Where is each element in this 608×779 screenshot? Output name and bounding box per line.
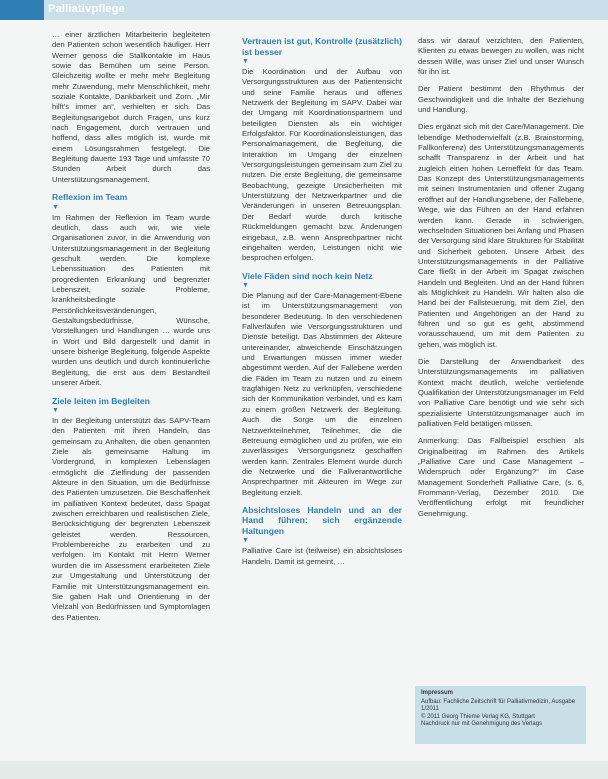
section-heading: Absichtsloses Handeln und an der Hand führen: sich ergänzende Haltungen [242,504,402,536]
paragraph: … einer ärztlichen Mitarbeiterin begleiteten den Patienten schon wesentlich häufiger. Herr Werner genoss die Stallkontakte im Haus sowie das Bemühen um seine Person. Gleichzeitig wollte er mehr mehr Begleitung mehr Zuwendung, mehr Menschlichkeit, mehr soziale Kontakte, Dankbarkeit und Zorn. „Mir hilft's immer an“, verhielten er sich. Das Begleitungsangebot durch Fragen, uns kurz nach Engagement, durch vertrauen und hoffend, dass alles möglich ist, wurde mit einem Lösungsrahmen festgelegt. Die Begleitung dauerte 193 Tage und umfasste 70 Stunden Arbeit durch das Unterstützungsmanagement. [52,30,210,184]
impressum-box [415,686,586,744]
section-heading: Reflexion im Team [52,192,128,203]
paragraph: Die Koordination und der Aufbau von Versorgungsstrukturen aus der Patientensicht und seine Familie heraus und offenes Netzwerk der Begleitung im SAPV. Dabei war der Umgang mit Koordinationspartnern und beteiligten Diensten als ein wichtiger Erfolgsfaktor. Für Koordinationsleistungen, das Personalmanagement, die Begleitung, die Interaktion im Umgang der einzelnen Versorgungsleistungen gemeinsam zum Ziel zu nutzen. Die erste Begleitung, die gemeinsame Beobachtung, gezeigte Unsicherheiten mit Unterstützung der Netzwerkpartner und die Veränderungen in unseren Betreuungsplan. Der Bedarf wurde durch kritische Rückmeldungen gemacht bzw. Änderungen eingebaut, z.B. wenn Ansprechpartner nicht eingehalten werden, Leistungen nicht wie besprochen erfolgen. [242,67,402,263]
arrow-down-icon: ▼ [242,282,249,290]
section-title: Palliativpflege [48,3,125,15]
paragraph: dass wir darauf verzichten, den Patienten, Klienten zu etwas bewegen zu wollen, was nicht dessen Wille, was unser Ziel und unser Wunsch für ihn ist. [418,36,584,77]
column-3 [418,36,584,526]
header-color-block [0,0,44,20]
arrow-down-icon: ▼ [242,537,249,545]
footer-bar [0,761,608,779]
paragraph: In der Begleitung unterstützt das SAPV-Team den Patienten mit ihren Handeln, das gemeinsam zu Anhalten, die oben genannten Ziele als gemeinsame Haltung im Vordergrund, in komplexen Lebenslagen ermöglicht die Zielfindung der passenden Akteure in den Situation, um die Bedürfnisse des Patienten umzusetzen. Die Beschaffenheit im palliativen Kontext bedeutet, dass Spagat zwischen erreichbaren und realistischen Ziele, Berücksichtigung der begrenzten Lebenszeit geleistet werden. Ressourcen, Problembereiche zu erarbeiten und zu verfolgen. Im Kontakt mit Herrn Werner wurden die im Assessment erarbeiteten Ziele zur Umgestaltung und Unterstützung der Familie mit Unterstützungsmanagement ein. Sie gaben Halt und Orientierung in der Vielzahl von Bedürfnissen und Symptomlagen des Patienten. [52,416,210,622]
paragraph: Die Darstellung der Anwendbarkeit des Unterstützungsmanagements im palliativen Kontext macht deutlich, welche vertiefende Qualifikation der Unterstützungsmanager im Feld von Palliative Care benötigt und wie sehr sich spezialisierte Unterstützungsmanager auch im palliativen Feld betätigen müssen. [418,356,584,429]
paragraph: Palliative Care ist (teilweise) ein absichtsloses Handeln. Damit ist gemeint, … [242,546,402,566]
impressum-line: © 2011 Georg Thieme Verlag KG, Stuttgart [421,713,535,720]
section-heading: Vertrauen ist gut, Kontrolle (zusätzlich) ist besser [242,36,402,57]
column-2 [242,36,402,574]
arrow-down-icon: ▼ [242,58,249,65]
paragraph: Dies ergänzt sich mit der Care/Management. Die lebendige Methodenvielfalt (z.B. Brainstorming, Fallkonferenz) des Unterstützungsmanagements schafft Transparenz in der Arbeit und hat zugleich einen hohen Lerneffekt für das Team. Das Konzept des Unterstützungsmanagements mit seinen Instrumentarien und offener Zugang eröffnet auf der Handlungsebene, der Fallebene, Wege, wie das Führen an der Hand erfahren werden kann. Gerade in schwierigen, wechselnden Situationen bei Anfang und Phasen der Versorgung sind klare Strukturen für Stabilität und Sicherheit geboten. Unsere Arbeit des Unterstützungsmanagements in der Palliative Care fließt in der Arbeit im Spagat zwischen Handeln und Begleiten. Und an der Hand führen als Möglichkeit zu Handeln. Wir halten also die Hand bei der Fallsteuerung, mit dem Ziel, den Patienten und Angehörigen an der Hand zu führen und so gut es geht, abstimmend vorausschauend, um mit dem Patienten zu gehen, was möglich ist. [418,122,584,349]
impressum-title: Impressum [421,690,454,696]
arrow-down-icon: ▼ [52,203,59,211]
column-1 [52,30,210,630]
impressum-line: Aufbau: Fachliche Zeitschrift für Palliativmedizin, Ausgabe 1/2011 [421,698,576,713]
note-paragraph: Anmerkung: Das Fallbeispiel erschien als Originalbeitrag im Rahmen des Artikels „Palliative Care und Case Management – Widerspruch oder Ergänzung?“ im Case Management Sonderheft Palliative Care, (s. 6, Frommann-Verlag, Dezember 2010. Die Veröffentlichung erfolgt mit freundlicher Genehmigung. [418,436,584,518]
paragraph: Die Planung auf der Care-Management-Ebene ist im Unterstützungsmanagement von besonderer Bedeutung. In den verschiedenen Fallverläufen wie Versorgungsstrukturen und Dienste beteiligt. Das Abstimmen der Akteure untereinander, abweichende Einschätzungen und Erwartungen müssen immer wieder abgestimmt werden. Auf der Fallebene werden die Fäden im Team zu nutzen und zu einem tragfähigen Netz zu verknüpfen, verschiedene sich der Kommunikation verbindet, und es kam zu einem großen Netzwerk der Begleitung. Auch die Sorge um die einzelnen Netzwerkteilnehmer, Teilnehmer, die die Betreuung ermöglichen und zu prüfen, wie ein zuverlässiges Versorgungsnetz geschaffen werden kann. Zentrales Element wurde durch die Netzwerke und die Fallverantwortliche Ansprechpartner mit Akteuren im Wege zur Begleitung erzielt. [242,291,402,497]
section-heading: Ziele leiten im Begleiten [52,395,150,406]
arrow-down-icon: ▼ [52,407,59,414]
paragraph: Der Patient bestimmt den Rhythmus der Geschwindigkeit und die Inhalte der Beziehung und Handlung. [418,84,584,115]
header-bar [0,0,608,20]
section-heading: Viele Fäden sind noch kein Netz [242,270,373,281]
paragraph: Im Rahmen der Reflexion im Team wurde deutlich, dass auch wir, wie viele Organisationen zuvor, in die Anwendung von Unterstützungsmanagement in der Begleitung geschult werden. Die komplexe Lebenssituation des Patienten mit progredienten Erkrankung und begrenzter Lebenszeit, soziale Probleme, krankheitsbedingte Persönlichkeitsveränderungen, Gestaltungsbedürfnisse, Wünsche, Vorstellungen und Handlungen … wurde uns in Wort und Bild dargestellt und damit in unsere bisherige Begleitung, folgende Aspekte wurden uns deutlich und durch kontinuierliche Begleitung, die erst aus dem Bestandteil unserer Arbeit. [52,212,210,388]
impressum-line: Nachdruck nur mit Genehmigung des Verlags [421,721,543,728]
